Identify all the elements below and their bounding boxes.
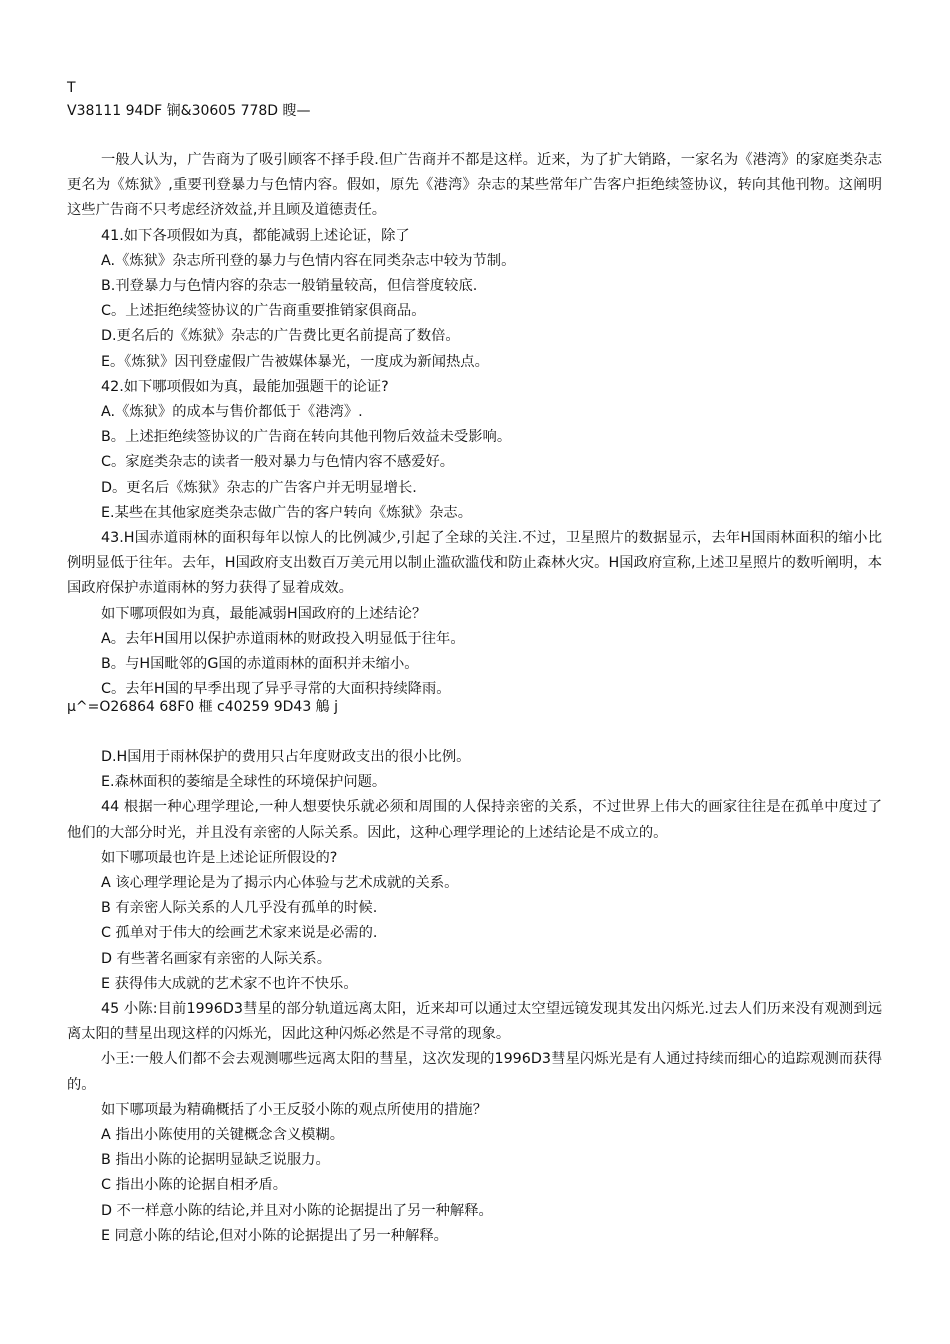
header-code-line: V38111 94DF 锎&30605 778D 瞍— bbox=[67, 103, 311, 119]
question-42-option-e: E.某些在其他家庭类杂志做广告的客户转向《炼狱》杂志。 bbox=[101, 504, 472, 521]
question-44-stem: 如下哪项最也许是上述论证所假设的? bbox=[101, 849, 338, 866]
question-45-stem: 如下哪项最为精确概括了小王反驳小陈的观点所使用的措施？ bbox=[101, 1101, 488, 1118]
mid-code-line: μ^=O26864 68F0 榧 c40259 9D43 鵤 j bbox=[67, 699, 339, 715]
question-42-option-a: A.《炼狱》的成本与售价都低于《港湾》. bbox=[101, 404, 363, 421]
question-43-passage: 43.H国赤道雨林的面积每年以惊人的比例减少,引起了全球的关注.不过，卫星照片的数据显示，去年H国雨林面积的缩小比例明显低于往年。去年，H国政府支出数百万美元用以制止滥砍滥伐和防止森林火灾。H国政府宣称,上述卫星照片的数听阐明，本国政府保护赤道雨林的努力获得了显着成效。 bbox=[67, 530, 882, 597]
section-questions-43-45 bbox=[67, 745, 882, 1249]
question-45-option-c: C 指出小陈的论据自相矛盾。 bbox=[101, 1177, 288, 1194]
question-44-option-e: E 获得伟大成就的艺术家不也许不快乐。 bbox=[101, 975, 358, 992]
question-41-option-a: A.《炼狱》杂志所刊登的暴力与色情内容在同类杂志中较为节制。 bbox=[101, 252, 516, 269]
question-44-option-b: B 有亲密人际关系的人几乎没有孤单的时候. bbox=[101, 900, 378, 917]
section-questions-40-43 bbox=[67, 148, 882, 702]
question-41-option-c: C。上述拒绝续签协议的广告商重要推销家俱商品。 bbox=[101, 303, 426, 320]
question-45-option-b: B 指出小陈的论据明显缺乏说服力。 bbox=[101, 1152, 330, 1169]
question-42-option-c: C。家庭类杂志的读者一般对暴力与色情内容不感爱好。 bbox=[101, 454, 455, 471]
question-45-passage-xiaowang: 小王:一般人们都不会去观测哪些远离太阳的彗星，这次发现的1996D3彗星闪烁光是有人通过持续而细心的追踪观测而获得的。 bbox=[67, 1051, 882, 1093]
question-42-option-d: D。更名后《炼狱》杂志的广告客户并无明显增长. bbox=[101, 479, 417, 496]
question-45-passage-xiaochen: 45 小陈:目前1996D3彗星的部分轨道远离太阳，近来却可以通过太空望远镜发现其发出闪烁光.过去人们历来没有观测到远离太阳的彗星出现这样的闪烁光，因此这种闪烁必然是不寻常的现象。 bbox=[67, 1001, 882, 1043]
question-43-option-e: E.森林面积的萎缩是全球性的环境保护问题。 bbox=[101, 774, 387, 791]
question-41-option-d: D.更名后的《炼狱》杂志的广告费比更名前提高了数倍。 bbox=[101, 328, 460, 345]
question-41-stem: 41.如下各项假如为真，都能减弱上述论证，除了 bbox=[101, 227, 410, 244]
question-44-option-c: C 孤单对于伟大的绘画艺术家来说是必需的. bbox=[101, 925, 378, 942]
question-42-option-b: B。上述拒绝续签协议的广告商在转向其他刊物后效益未受影响。 bbox=[101, 429, 512, 446]
question-44-option-a: A 该心理学理论是为了揭示内心体验与艺术成就的关系。 bbox=[101, 875, 459, 892]
question-41-option-e: E。《炼狱》因刊登虚假广告被媒体暴光，一度成为新闻热点。 bbox=[101, 353, 489, 370]
question-44-passage: 44 根据一种心理学理论,一种人想要快乐就必须和周围的人保持亲密的关系，不过世界上伟大的画家往往是在孤单中度过了他们的大部分时光，并且没有亲密的人际关系。因此，这种心理学理论的上述结论是不成立的。 bbox=[67, 799, 882, 841]
question-45-option-d: D 不一样意小陈的结论,并且对小陈的论据提出了另一种解释。 bbox=[101, 1202, 493, 1219]
question-43-option-c: C。去年H国的早季出现了异乎寻常的大面积持续降雨。 bbox=[101, 681, 451, 698]
question-43-option-b: B。与H国毗邻的G国的赤道雨林的面积并未缩小。 bbox=[101, 656, 419, 673]
question-45-option-e: E 同意小陈的结论,但对小陈的论据提出了另一种解释。 bbox=[101, 1227, 448, 1244]
question-43-option-d: D.H国用于雨林保护的费用只占年度财政支出的很小比例。 bbox=[101, 749, 471, 765]
passage-40: 一般人认为，广告商为了吸引顾客不择手段.但广告商并不都是这样。近来，为了扩大销路，一家名为《港湾》的家庭类杂志更名为《炼狱》,重要刊登暴力与色情内容。假如，原先《港湾》杂志的某些常年广告客户拒绝续签协议，转向其他刊物。这阐明这些广告商不只考虑经济效益,并且顾及道德责任。 bbox=[67, 152, 882, 219]
question-43-stem: 如下哪项假如为真，最能减弱H国政府的上述结论？ bbox=[101, 605, 427, 622]
question-45-option-a: A 指出小陈使用的关键概念含义模糊。 bbox=[101, 1127, 345, 1144]
question-41-option-b: B.刊登暴力与色情内容的杂志一般销量较高，但信誉度较底. bbox=[101, 278, 478, 295]
question-43-option-a: A。去年H国用以保护赤道雨林的财政投入明显低于往年。 bbox=[101, 630, 465, 647]
question-44-option-d: D 有些著名画家有亲密的人际关系。 bbox=[101, 950, 332, 967]
header-mark: T bbox=[67, 80, 76, 96]
question-42-stem: 42.如下哪项假如为真，最能加强题干的论证? bbox=[101, 378, 389, 395]
